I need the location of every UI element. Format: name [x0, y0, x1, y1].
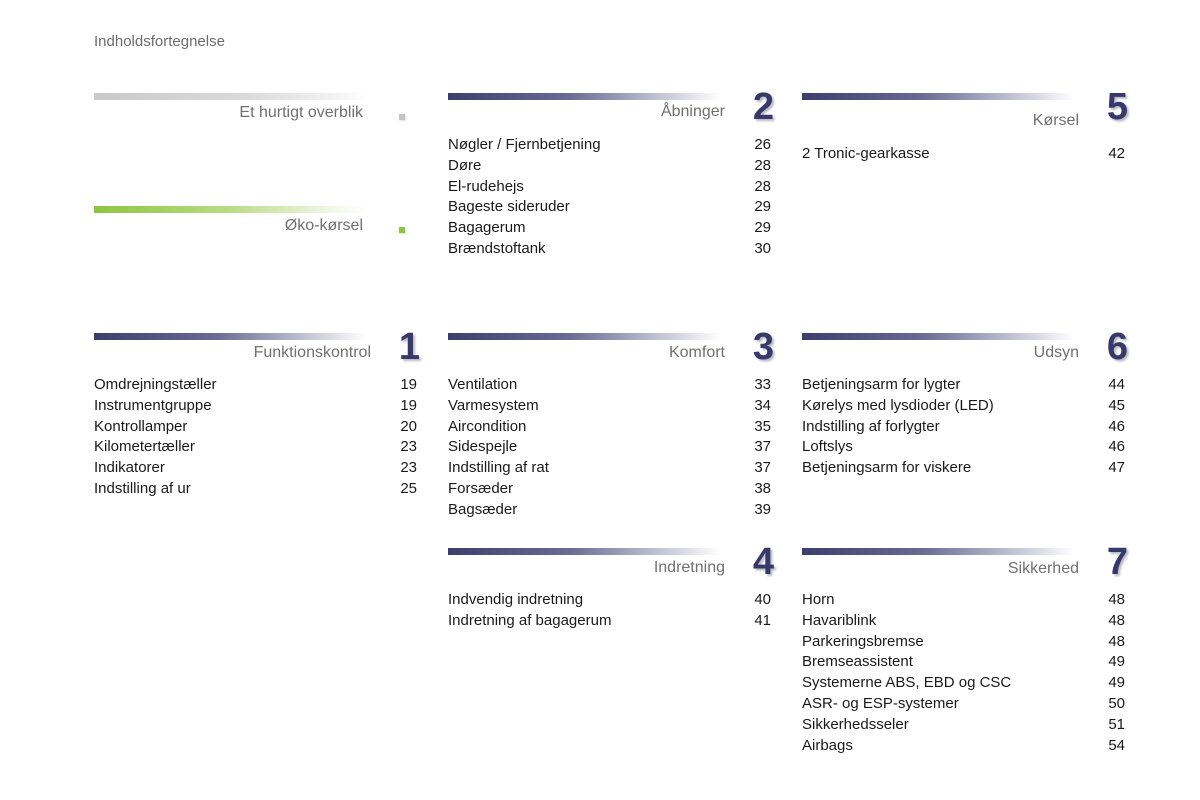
toc-entry-page: 48	[1108, 632, 1125, 650]
section-divider	[802, 333, 1074, 340]
toc-entry[interactable]	[802, 673, 1125, 694]
section-3	[448, 326, 774, 518]
section-1	[94, 326, 420, 497]
section-title[interactable]: Et hurtigt overblik	[239, 104, 363, 121]
toc-entry[interactable]	[802, 590, 1125, 611]
toc-entry-label: Kørelys med lysdioder (LED)	[802, 396, 994, 414]
page-title: Indholdsfortegnelse	[94, 33, 225, 50]
toc-entry-label: Indikatorer	[94, 459, 165, 477]
toc-entry[interactable]	[802, 144, 1125, 165]
toc-entry-page: 25	[400, 479, 417, 497]
toc-entry-page: 48	[1108, 591, 1125, 608]
toc-entry-page: 23	[400, 459, 417, 477]
toc-entry-label: Bageste sideruder	[448, 198, 570, 216]
section-items	[802, 590, 1125, 756]
toc-entry[interactable]	[802, 652, 1125, 673]
section-divider	[802, 548, 1074, 555]
toc-entry[interactable]	[802, 715, 1125, 736]
toc-entry-label: Aircondition	[448, 417, 527, 435]
toc-entry-label: Betjeningsarm for lygter	[802, 376, 961, 393]
toc-entry-page: 29	[754, 198, 771, 216]
toc-entry-label: Systemerne ABS, EBD og CSC	[802, 674, 1012, 692]
section-divider	[94, 206, 366, 213]
toc-entry-label: Nøgler / Fjernbetjening	[448, 136, 601, 153]
toc-entry-page: 33	[754, 376, 771, 393]
section-number: 3	[752, 326, 774, 368]
toc-entry-label: Sidespejle	[448, 438, 518, 456]
toc-entry[interactable]	[448, 218, 771, 239]
toc-entry[interactable]	[802, 417, 1125, 438]
toc-entry-page: 30	[754, 239, 771, 257]
section-number: 5	[1106, 86, 1128, 128]
toc-entry[interactable]	[448, 417, 771, 438]
section-divider	[448, 548, 720, 555]
section-items	[94, 375, 417, 500]
section-overview[interactable]	[94, 93, 419, 121]
section-title[interactable]: Komfort	[668, 344, 725, 361]
toc-entry-label: Forsæder	[448, 479, 514, 497]
toc-entry-label: Indretning af bagagerum	[448, 611, 612, 629]
toc-entry-page: 45	[1108, 396, 1125, 414]
toc-entry[interactable]	[448, 500, 771, 521]
toc-entry[interactable]	[448, 239, 771, 260]
toc-entry[interactable]	[802, 396, 1125, 417]
toc-entry-page: 47	[1108, 459, 1125, 477]
toc-entry-page: 49	[1108, 653, 1125, 671]
toc-entry-label: Varmesystem	[448, 396, 539, 414]
toc-entry-page: 54	[1108, 736, 1125, 754]
toc-entry-label: Døre	[448, 156, 482, 174]
toc-entry[interactable]	[94, 437, 417, 458]
section-items	[802, 144, 1125, 165]
toc-entry-label: Sikkerhedsseler	[802, 715, 909, 733]
section-6	[802, 326, 1128, 477]
toc-entry-label: Bremseassistent	[802, 653, 913, 671]
toc-entry[interactable]	[94, 417, 417, 438]
toc-entry[interactable]	[802, 694, 1125, 715]
toc-entry-label: Instrumentgruppe	[94, 396, 212, 414]
toc-entry[interactable]	[448, 197, 771, 218]
toc-entry-page: 28	[754, 156, 771, 174]
section-divider	[448, 93, 720, 100]
section-number: 6	[1106, 326, 1128, 368]
square-bullet-icon	[399, 227, 405, 233]
toc-entry-page: 41	[754, 611, 771, 629]
toc-entry-label: Indstilling af rat	[448, 459, 549, 477]
toc-entry-page: 48	[1108, 611, 1125, 629]
square-bullet-icon	[399, 114, 405, 120]
toc-entry-label: ASR- og ESP-systemer	[802, 694, 959, 712]
toc-entry-page: 19	[400, 396, 417, 414]
toc-entry-label: Havariblink	[802, 611, 877, 629]
toc-entry[interactable]	[94, 479, 417, 500]
section-4	[448, 541, 774, 629]
toc-entry[interactable]	[448, 375, 771, 396]
toc-entry-page: 29	[754, 219, 771, 237]
section-7	[802, 541, 1128, 754]
toc-entry[interactable]	[448, 437, 771, 458]
section-number: 2	[752, 86, 774, 128]
toc-entry[interactable]	[802, 632, 1125, 653]
section-number: 1	[398, 326, 420, 368]
toc-entry-label: Ventilation	[448, 376, 518, 393]
toc-entry[interactable]	[802, 458, 1125, 479]
toc-entry[interactable]	[94, 375, 417, 396]
section-5	[802, 86, 1128, 162]
toc-entry[interactable]	[802, 437, 1125, 458]
toc-entry-page: 38	[754, 479, 771, 497]
toc-entry-label: Indstilling af ur	[94, 479, 191, 497]
toc-entry-label: Horn	[802, 591, 835, 608]
toc-entry-page: 28	[754, 177, 771, 195]
toc-entry[interactable]	[448, 177, 771, 198]
toc-entry-page: 51	[1108, 715, 1125, 733]
toc-entry-label: Brændstoftank	[448, 239, 546, 257]
section-title[interactable]: Funktionskontrol	[253, 344, 371, 361]
section-divider	[94, 333, 366, 340]
toc-entry[interactable]	[448, 611, 771, 632]
toc-entry[interactable]	[448, 590, 771, 611]
toc-entry[interactable]	[94, 396, 417, 417]
section-divider	[802, 93, 1074, 100]
section-items	[448, 375, 771, 521]
toc-entry-page: 39	[754, 500, 771, 518]
toc-entry[interactable]	[94, 458, 417, 479]
toc-entry[interactable]	[448, 396, 771, 417]
toc-entry-label: Indvendig indretning	[448, 591, 584, 608]
section-2	[448, 86, 774, 257]
toc-entry-page: 46	[1108, 417, 1125, 435]
section-title[interactable]: Kørsel	[1032, 112, 1079, 129]
toc-entry-label: El-rudehejs	[448, 177, 524, 195]
section-title[interactable]: Sikkerhed	[1007, 560, 1079, 577]
section-divider	[448, 333, 720, 340]
toc-entry-label: Indstilling af forlygter	[802, 417, 940, 435]
toc-entry-label: Bagsæder	[448, 500, 518, 518]
toc-entry-page: 49	[1108, 674, 1125, 692]
section-number: 7	[1106, 541, 1128, 583]
toc-entry-label: Loftslys	[802, 438, 853, 456]
toc-entry[interactable]	[448, 156, 771, 177]
toc-entry-page: 19	[400, 376, 417, 393]
toc-entry-page: 20	[400, 417, 417, 435]
section-title[interactable]: Åbninger	[660, 103, 725, 120]
toc-entry-page: 50	[1108, 694, 1125, 712]
section-number: 4	[752, 541, 774, 583]
section-eco[interactable]	[94, 206, 419, 234]
toc-entry-page: 37	[754, 459, 771, 477]
toc-entry[interactable]	[802, 736, 1125, 757]
section-title[interactable]: Øko-kørsel	[284, 217, 363, 234]
toc-entry-page: 40	[754, 591, 771, 608]
toc-entry-label: Kontrollamper	[94, 417, 188, 435]
toc-entry-page: 35	[754, 417, 771, 435]
toc-entry-label: Bagagerum	[448, 219, 526, 237]
toc-entry-label: Parkeringsbremse	[802, 632, 924, 650]
toc-entry-label: Kilometertæller	[94, 438, 195, 456]
toc-entry-page: 26	[754, 136, 771, 153]
section-items	[802, 375, 1125, 479]
toc-entry[interactable]	[802, 611, 1125, 632]
toc-entry-page: 23	[400, 438, 417, 456]
toc-entry-label: Betjeningsarm for viskere	[802, 459, 972, 477]
toc-entry-page: 37	[754, 438, 771, 456]
toc-entry-label: Omdrejningstæller	[94, 376, 217, 393]
section-items	[448, 135, 771, 260]
toc-entry-page: 44	[1108, 376, 1125, 393]
toc-entry-label: 2 Tronic-gearkasse	[802, 145, 930, 162]
toc-entry[interactable]	[448, 135, 771, 156]
section-title[interactable]: Udsyn	[1033, 344, 1079, 361]
toc-entry-page: 46	[1108, 438, 1125, 456]
section-divider	[94, 93, 366, 100]
toc-entry-label: Airbags	[802, 736, 853, 754]
toc-entry[interactable]	[448, 458, 771, 479]
toc-entry[interactable]	[448, 479, 771, 500]
toc-entry-page: 34	[754, 396, 771, 414]
toc-entry[interactable]	[802, 375, 1125, 396]
section-items	[448, 590, 771, 632]
section-title[interactable]: Indretning	[653, 559, 725, 576]
toc-entry-page: 42	[1108, 145, 1125, 162]
